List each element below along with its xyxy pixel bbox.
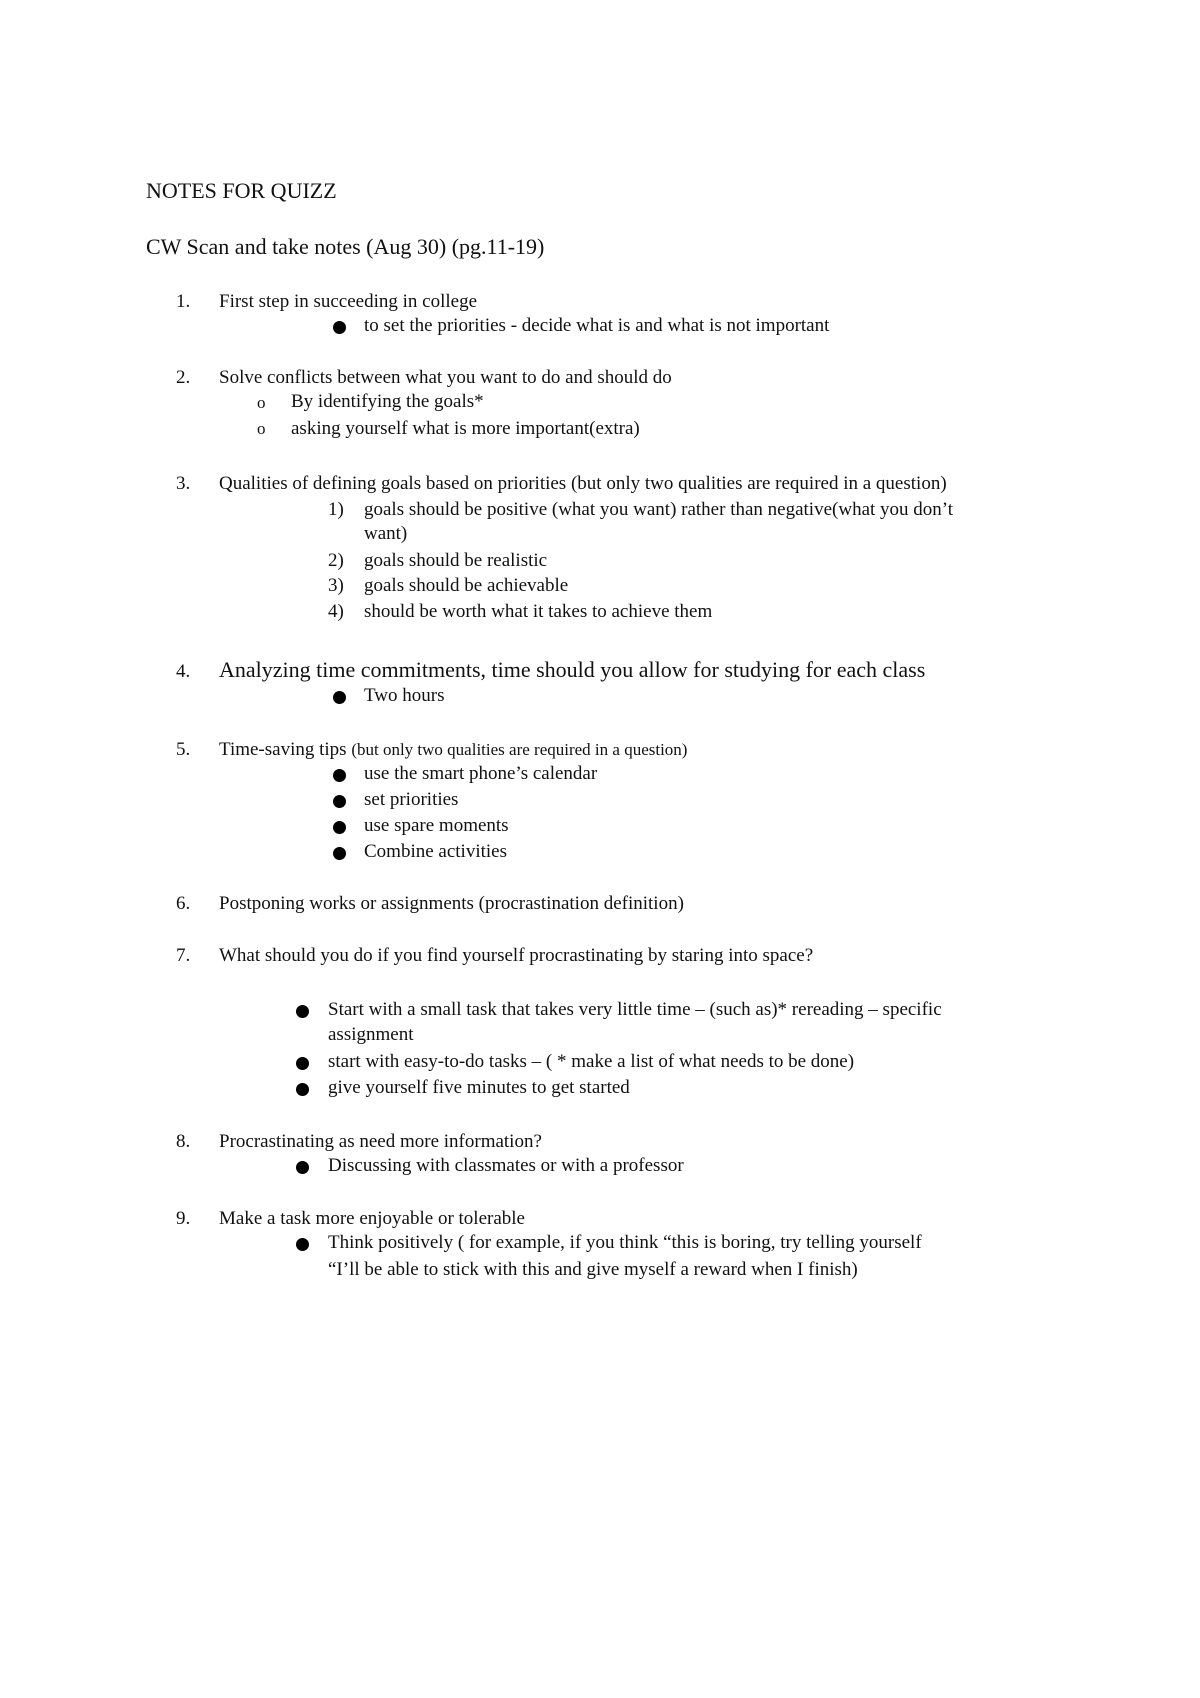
bullet-icon [296, 1238, 309, 1251]
bullet-text: Discussing with classmates or with a professor [328, 1155, 684, 1176]
bullet-icon [333, 769, 346, 782]
bullet-text: Start with a small task that takes very little time – (such as)* rereading – specific [328, 999, 942, 1020]
bullet-icon [333, 795, 346, 808]
bullet-text: use spare moments [364, 815, 509, 836]
bullet-text: Combine activities [364, 841, 508, 862]
numbered-marker: 4) [328, 601, 344, 622]
bullet-text: use the smart phone’s calendar [364, 763, 598, 784]
item-text [219, 739, 687, 761]
numbered-text: goals should be positive (what you want) rather than negative(what you don’t [364, 499, 954, 520]
item-text: First step in succeeding in college [219, 291, 478, 312]
bullet-icon [333, 321, 346, 334]
bullet-text: Think positively ( for example, if you think “this is boring, try telling yourself [328, 1232, 922, 1253]
numbered-text: goals should be realistic [364, 550, 548, 571]
item-number: 3. [176, 473, 191, 494]
sub-text: asking yourself what is more important(extra) [291, 418, 640, 439]
numbered-marker: 1) [328, 499, 344, 520]
item-number: 4. [176, 661, 191, 682]
item-text: Analyzing time commitments, time should you allow for studying for each class [219, 657, 926, 682]
bullet-text: to set the priorities - decide what is and what is not important [364, 315, 830, 336]
page-title: NOTES FOR QUIZZ [146, 178, 337, 203]
item-text-note: (but only two qualities are required in a question) [351, 740, 688, 759]
item-number: 1. [176, 291, 191, 312]
bullet-icon [333, 847, 346, 860]
numbered-marker: 3) [328, 575, 344, 596]
item-text: Procrastinating as need more information? [219, 1131, 542, 1152]
sub-text: By identifying the goals* [291, 391, 484, 412]
item-text: Postponing works or assignments (procrastination definition) [219, 893, 684, 914]
item-number: 7. [176, 945, 191, 966]
item-text: Solve conflicts between what you want to do and should do [219, 367, 672, 388]
item-number: 6. [176, 893, 191, 914]
bullet-text: give yourself five minutes to get started [328, 1077, 630, 1098]
numbered-text-continued: want) [364, 523, 408, 544]
item-text-main: Qualities of defining goals based on priorities [219, 473, 571, 494]
item-text-note: (but only two qualities are required in a question) [570, 473, 947, 494]
bullet-text: start with easy-to-do tasks – ( * make a list of what needs to be done) [328, 1051, 855, 1072]
bullet-text-continued: “I’ll be able to stick with this and give myself a reward when I finish) [328, 1259, 858, 1280]
bullet-text: Two hours [364, 685, 445, 706]
bullet-icon [333, 821, 346, 834]
item-text-main: Time-saving tips [219, 739, 352, 760]
bullet-icon [296, 1057, 309, 1070]
page-subtitle: CW Scan and take notes (Aug 30) (pg.11-19) [146, 234, 545, 259]
bullet-text-continued: assignment [328, 1024, 414, 1045]
hollow-bullet-icon: o [257, 419, 266, 438]
item-text: What should you do if you find yourself procrastinating by staring into space? [219, 945, 814, 966]
bullet-icon [296, 1005, 309, 1018]
item-number: 5. [176, 739, 191, 760]
item-text [219, 473, 947, 495]
bullet-text: set priorities [364, 789, 459, 810]
item-number: 8. [176, 1131, 191, 1152]
numbered-text: goals should be achievable [364, 575, 569, 596]
numbered-marker: 2) [328, 550, 344, 571]
numbered-text: should be worth what it takes to achieve them [364, 601, 713, 622]
bullet-icon [296, 1083, 309, 1096]
item-text: Make a task more enjoyable or tolerable [219, 1208, 525, 1229]
bullet-icon [333, 691, 346, 704]
hollow-bullet-icon: o [257, 393, 266, 412]
bullet-icon [296, 1161, 309, 1174]
item-number: 9. [176, 1208, 191, 1229]
item-number: 2. [176, 367, 191, 388]
